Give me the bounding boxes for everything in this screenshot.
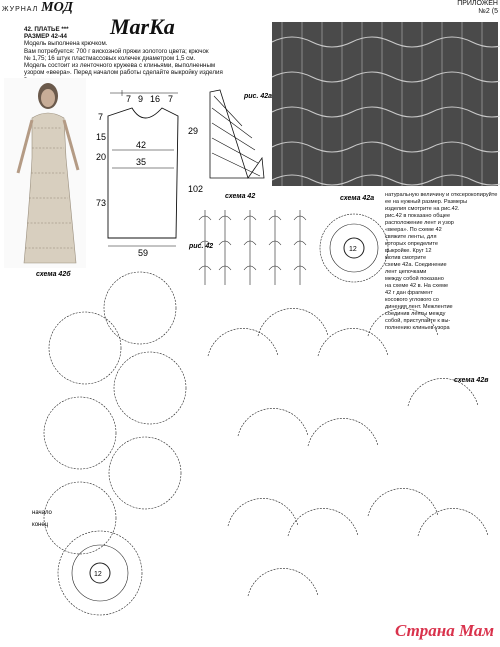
intro-line: № 1,75; 16 штук пластмассовых колечек диаметром 1,5 см. (24, 54, 196, 62)
intro-line: Вам потребуется: 700 г вискозной пряжи золотого цвета; крючок (24, 47, 209, 55)
magazine-header (2, 0, 73, 16)
schema-42v-diagram (198, 296, 500, 626)
instruction-line: полнению клиньев узора (385, 325, 450, 331)
instruction-line: которых определите (385, 241, 439, 247)
schema-42a-diagram (314, 192, 394, 292)
dim-left-1: 7 (98, 112, 104, 122)
instruction-line: натуральную величину и отксерокопируйте (385, 192, 498, 198)
model-size: РАЗМЕР 42-44 (24, 33, 67, 41)
schema-42a-label: схема 42а (340, 195, 375, 202)
intro-line: Модель состоит из ленточного кружева с клиньями, выполненным (24, 62, 216, 70)
instruction-line: косового углового со (385, 297, 439, 303)
lace-photo (272, 22, 498, 186)
magazine-title: МОД (41, 0, 73, 15)
instruction-line: мотив смотрите (385, 255, 427, 261)
instruction-line: динения лент. Межлентие (385, 304, 453, 310)
instruction-line: ее на нужный размер. Размеры (385, 199, 468, 205)
instruction-line: лент цепочками (385, 269, 427, 275)
dim-right-1: 29 (188, 126, 199, 136)
instruction-line: на схеме 42 в. На схеме (385, 283, 449, 289)
instruction-line: соединив ленты между (385, 311, 446, 317)
schema-42-diagram (189, 190, 315, 290)
magazine-label: ЖУРНАЛ (2, 6, 39, 13)
ring-count: 12 (94, 571, 102, 578)
intro-line: узором «веера». Перед началом работы сделайте выкройку изделия (24, 69, 223, 77)
schema-42b-label: схема 42б (36, 271, 71, 278)
figure-label-42a: рис. 42а (244, 93, 273, 100)
instruction-line: свяжите ленты, для (385, 234, 437, 240)
instruction-line: рис.42 в показано общее (385, 213, 451, 219)
dim-left-3: 20 (96, 152, 107, 162)
intro-text (24, 26, 224, 84)
issue-label: ПРИЛОЖЕН (457, 0, 498, 7)
instruction-line: 42 г дан фрагмент (385, 290, 433, 296)
start-label: начало (32, 510, 52, 516)
instruction-line: выкройке. Круг 12 (385, 248, 432, 254)
dim-top-4: 7 (168, 94, 174, 104)
intro-line: Модель выполнена крючком. (24, 40, 108, 48)
issue-header (457, 0, 498, 16)
dim-top-1: 7 (126, 94, 132, 104)
dim-right-2: 102 (188, 184, 204, 194)
dim-top-3: 16 (150, 94, 161, 104)
dim-inner-1: 42 (136, 140, 147, 150)
schema-42b-diagram (30, 268, 205, 628)
schema-42v-label: схема 42в (454, 377, 489, 384)
model-photo (4, 78, 86, 268)
instruction-line: схеме 42а. Соединение (385, 262, 447, 268)
instruction-line: изделия смотрите на рис.42. (385, 206, 460, 212)
instruction-line: «веера». По схеме 42 (385, 227, 442, 233)
ring-count: 12 (349, 246, 357, 253)
instruction-line: собой, приступайте к вы- (385, 318, 451, 324)
issue-number: №2 (5 (478, 8, 498, 15)
instruction-line: между собой показано (385, 276, 444, 282)
model-title: 42. ПЛАТЬЕ *** (24, 26, 69, 33)
figure-label-42: рис. 42 (189, 243, 214, 250)
dim-left-4: 73 (96, 198, 107, 208)
schema-42-label: схема 42 (225, 193, 256, 200)
instruction-line: расположение лент и узор (385, 220, 454, 226)
dim-bottom: 59 (138, 248, 149, 258)
dim-inner-2: 35 (136, 157, 147, 167)
handwritten-logo: MarKa (110, 14, 175, 39)
dim-left-2: 15 (96, 132, 107, 142)
dim-top-2: 9 (138, 94, 144, 104)
end-label: конец (32, 522, 49, 528)
watermark-logo: Страна Мам (394, 621, 494, 640)
